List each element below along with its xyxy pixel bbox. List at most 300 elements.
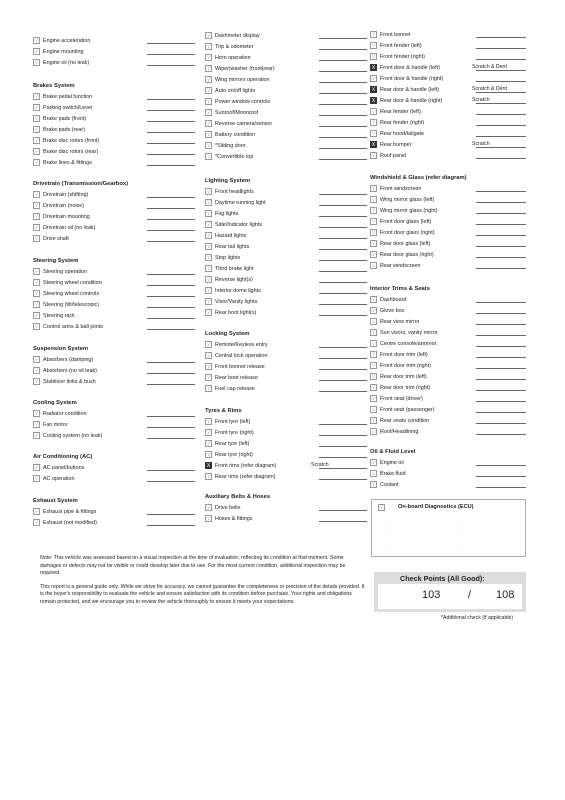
remark-line xyxy=(319,315,367,316)
check-item-front-fender-right xyxy=(370,51,526,62)
pass-checkbox[interactable]: √ xyxy=(370,53,377,60)
pass-checkbox[interactable]: √ xyxy=(205,199,212,206)
check-item-front-door-trim-left xyxy=(370,349,526,360)
pass-checkbox[interactable]: √ xyxy=(370,470,377,477)
pass-checkbox[interactable]: √ xyxy=(370,340,377,347)
pass-checkbox[interactable]: √ xyxy=(33,475,40,482)
pass-checkbox[interactable]: √ xyxy=(205,341,212,348)
check-item-steering-operation xyxy=(33,266,195,277)
check-item-side-indicator-lights xyxy=(205,219,367,230)
item-label: Wing mirror glass (left) xyxy=(380,196,435,203)
pass-checkbox[interactable]: √ xyxy=(33,279,40,286)
pass-checkbox[interactable]: √ xyxy=(33,93,40,100)
check-item-centre-console-armrest xyxy=(370,338,526,349)
pass-checkbox[interactable]: √ xyxy=(33,115,40,122)
pass-checkbox[interactable]: √ xyxy=(205,65,212,72)
remark-line xyxy=(319,369,367,370)
remark-line xyxy=(147,230,195,231)
check-item-dashmeter-display xyxy=(205,30,367,41)
remark-line xyxy=(319,249,367,250)
item-label: Rear door trim (right) xyxy=(380,384,431,391)
pass-checkbox[interactable]: √ xyxy=(205,54,212,61)
remark-note: Scratch & Dent xyxy=(472,86,507,92)
remark-line xyxy=(147,481,195,482)
pass-checkbox[interactable]: √ xyxy=(370,395,377,402)
item-label: Front door & handle (left) xyxy=(380,64,440,71)
section-title: Drivetrain (Transmission/Gearbox) xyxy=(33,181,129,187)
pass-checkbox[interactable]: √ xyxy=(205,440,212,447)
remark-line xyxy=(476,346,526,347)
item-label: Rear tyre (right) xyxy=(215,451,253,458)
check-item-auto-on-off-lights xyxy=(205,85,367,96)
pass-checkbox[interactable]: √ xyxy=(33,367,40,374)
pass-checkbox[interactable]: √ xyxy=(205,418,212,425)
item-label: Drivetrain oil (no leak) xyxy=(43,224,96,231)
remark-line xyxy=(476,465,526,466)
remark-line xyxy=(319,424,367,425)
pass-checkbox[interactable]: √ xyxy=(205,363,212,370)
pass-checkbox[interactable]: √ xyxy=(33,312,40,319)
pass-checkbox[interactable]: √ xyxy=(205,298,212,305)
item-label: Roof/Headlining xyxy=(380,428,419,435)
remark-line xyxy=(476,158,526,159)
item-label: *Sliding door xyxy=(215,142,246,149)
pass-checkbox[interactable]: √ xyxy=(33,224,40,231)
pass-checkbox[interactable]: √ xyxy=(370,296,377,303)
pass-checkbox[interactable]: √ xyxy=(370,240,377,247)
remark-line xyxy=(319,227,367,228)
check-item-remote-keyless-entry xyxy=(205,339,367,350)
check-item-stop-lights xyxy=(205,252,367,263)
pass-checkbox[interactable]: √ xyxy=(205,153,212,160)
pass-checkbox[interactable]: √ xyxy=(205,120,212,127)
check-item-rear-tail-lights xyxy=(205,241,367,252)
item-label: Drivetrain (noise) xyxy=(43,202,85,209)
check-item-drivetrain-mounting xyxy=(33,211,195,222)
check-item-brake-disc-rotors-rear xyxy=(33,146,195,157)
pass-checkbox[interactable]: √ xyxy=(33,356,40,363)
check-item-battery-condition xyxy=(205,129,367,140)
remark-line xyxy=(319,479,367,480)
pass-checkbox[interactable]: √ xyxy=(205,504,212,511)
remark-line xyxy=(476,313,526,314)
remark-line xyxy=(476,92,526,93)
remark-note: Scratch xyxy=(311,462,329,468)
check-item-front-door-glass-right xyxy=(370,227,526,238)
remark-line xyxy=(476,114,526,115)
remark-line xyxy=(319,238,367,239)
checkpoints-good: 103 xyxy=(422,589,441,601)
pass-checkbox[interactable]: √ xyxy=(205,98,212,105)
pass-checkbox[interactable]: √ xyxy=(33,137,40,144)
pass-checkbox[interactable]: √ xyxy=(33,421,40,428)
remark-line xyxy=(476,335,526,336)
check-item-convertible-top xyxy=(205,151,367,162)
item-label: Rear boot light(s) xyxy=(215,309,257,316)
item-label: Horn operation xyxy=(215,54,251,61)
pass-checkbox[interactable]: √ xyxy=(205,385,212,392)
pass-checkbox[interactable]: √ xyxy=(370,406,377,413)
check-item-drivetrain-shifting xyxy=(33,189,195,200)
item-label: Front fender (right) xyxy=(380,53,425,60)
pass-checkbox[interactable]: √ xyxy=(370,318,377,325)
remark-line xyxy=(147,329,195,330)
remark-line xyxy=(319,115,367,116)
dot-mark: . xyxy=(462,518,464,524)
item-label: Power window controls xyxy=(215,98,271,105)
pass-checkbox[interactable]: √ xyxy=(205,254,212,261)
remark-line xyxy=(476,423,526,424)
dot-mark: . xyxy=(386,542,388,548)
remark-line xyxy=(147,132,195,133)
pass-checkbox[interactable]: √ xyxy=(205,515,212,522)
pass-checkbox[interactable]: √ xyxy=(205,287,212,294)
check-item-hazard-lights xyxy=(205,230,367,241)
remark-line xyxy=(319,358,367,359)
section-air-conditioning-ac xyxy=(33,453,195,484)
remark-line xyxy=(319,380,367,381)
section-lighting-system xyxy=(205,177,367,318)
pass-checkbox[interactable]: √ xyxy=(33,37,40,44)
remark-line xyxy=(147,416,195,417)
fail-checkbox[interactable]: X xyxy=(371,65,376,71)
remark-line xyxy=(319,93,367,94)
pass-checkbox[interactable]: √ xyxy=(205,142,212,149)
item-label: Rear tail lights xyxy=(215,243,250,250)
remark-line xyxy=(147,121,195,122)
checkpoints-separator: / xyxy=(468,589,472,601)
check-item-engine-oil xyxy=(370,457,526,468)
remark-line xyxy=(319,468,367,469)
check-item-steering-rack xyxy=(33,310,195,321)
section-title: Interior Trims & Seats xyxy=(370,286,430,292)
item-label: Exhaust (not modified) xyxy=(43,519,97,526)
pass-checkbox[interactable]: √ xyxy=(370,108,377,115)
remark-line xyxy=(319,82,367,83)
pass-checkbox[interactable]: √ xyxy=(33,48,40,55)
item-label: Rear door trim (left) xyxy=(380,373,427,380)
pass-checkbox[interactable]: √ xyxy=(370,459,377,466)
remark-line xyxy=(476,224,526,225)
pass-checkbox[interactable]: √ xyxy=(33,126,40,133)
pass-checkbox[interactable]: √ xyxy=(33,464,40,471)
item-label: Front windscreen xyxy=(380,185,422,192)
check-item-exhaust-not-modified xyxy=(33,517,195,528)
remark-line xyxy=(319,126,367,127)
pass-checkbox[interactable]: √ xyxy=(33,268,40,275)
pass-checkbox[interactable]: √ xyxy=(33,148,40,155)
pass-checkbox[interactable]: √ xyxy=(370,130,377,137)
section-title: Locking System xyxy=(205,331,250,337)
ecu-checkbox[interactable]: √ xyxy=(378,504,385,511)
remark-note: Scratch & Dent xyxy=(472,64,507,70)
remark-line xyxy=(319,282,367,283)
check-item-wing-mirrors-operation xyxy=(205,74,367,85)
remark-note: Scratch xyxy=(472,97,490,103)
fail-checkbox[interactable]: X xyxy=(371,142,376,148)
item-label: Front tyre (right) xyxy=(215,429,254,436)
item-label: Front headlights xyxy=(215,188,254,195)
pass-checkbox[interactable]: √ xyxy=(370,119,377,126)
remark-line xyxy=(147,470,195,471)
section-windshield-glass-refer-diagram xyxy=(370,174,526,271)
item-label: Rear windscreen xyxy=(380,262,421,269)
check-item-absorbers-no-oil-leak xyxy=(33,365,195,376)
item-label: Rear tyre (left) xyxy=(215,440,250,447)
section-auxiliary-belts-hoses xyxy=(205,493,367,524)
item-label: Sunroof/Moonroof xyxy=(215,109,259,116)
remark-line xyxy=(147,165,195,166)
checkpoints-total: 108 xyxy=(496,589,515,601)
check-item-reverse-light-s xyxy=(205,274,367,285)
section-title: Air Conditioning (AC) xyxy=(33,454,93,460)
checkpoints-panel xyxy=(374,572,526,612)
check-item-power-window-controls xyxy=(205,96,367,107)
item-label: Reverse camera/sensor xyxy=(215,120,273,127)
remark-line xyxy=(319,205,367,206)
remark-line xyxy=(319,38,367,39)
remark-line xyxy=(476,324,526,325)
item-label: Side/Indicator lights xyxy=(215,221,263,228)
section-title: Tyres & Rims xyxy=(205,408,242,414)
pass-checkbox[interactable]: √ xyxy=(205,451,212,458)
pass-checkbox[interactable]: √ xyxy=(205,131,212,138)
pass-checkbox[interactable]: √ xyxy=(370,307,377,314)
dot-mark: . xyxy=(386,530,388,536)
remark-line xyxy=(476,368,526,369)
remark-line xyxy=(319,271,367,272)
pass-checkbox[interactable]: √ xyxy=(205,232,212,239)
pass-checkbox[interactable]: √ xyxy=(33,410,40,417)
pass-checkbox[interactable]: √ xyxy=(205,76,212,83)
check-item-rear-door-handle-right xyxy=(370,95,526,106)
pass-checkbox[interactable]: √ xyxy=(33,202,40,209)
pass-checkbox[interactable]: √ xyxy=(370,481,377,488)
section-cooling-system xyxy=(33,399,195,441)
pass-checkbox[interactable]: √ xyxy=(33,235,40,242)
check-item-wiper-washer-front-rear xyxy=(205,63,367,74)
pass-checkbox[interactable]: √ xyxy=(205,43,212,50)
remark-line xyxy=(476,59,526,60)
pass-checkbox[interactable]: √ xyxy=(370,207,377,214)
pass-checkbox[interactable]: √ xyxy=(370,251,377,258)
remark-line xyxy=(319,446,367,447)
remark-line xyxy=(476,487,526,488)
check-item-reverse-camera-sensor xyxy=(205,118,367,129)
item-label: Front door trim (right) xyxy=(380,362,431,369)
remark-line xyxy=(476,434,526,435)
pass-checkbox[interactable]: √ xyxy=(33,301,40,308)
pass-checkbox[interactable]: √ xyxy=(205,265,212,272)
pass-checkbox[interactable]: √ xyxy=(370,229,377,236)
check-item-front-seat-passenger xyxy=(370,404,526,415)
check-item-absorbers-damping xyxy=(33,354,195,365)
check-item-brake-pads-front xyxy=(33,113,195,124)
check-item-brake-disc-rotors-front xyxy=(33,135,195,146)
item-label: Dashboard xyxy=(380,296,407,303)
pass-checkbox[interactable]: √ xyxy=(33,191,40,198)
dot-mark: . xyxy=(462,530,464,536)
pass-checkbox[interactable]: √ xyxy=(370,152,377,159)
remark-line xyxy=(147,143,195,144)
check-item-front-door-handle-left xyxy=(370,62,526,73)
pass-checkbox[interactable]: √ xyxy=(205,429,212,436)
check-item-third-brake-light xyxy=(205,263,367,274)
check-item-rear-windscreen xyxy=(370,260,526,271)
check-item-brake-lines-fittings xyxy=(33,157,195,168)
pass-checkbox[interactable]: √ xyxy=(205,243,212,250)
pass-checkbox[interactable]: √ xyxy=(33,104,40,111)
section-tyres-rims xyxy=(205,407,367,482)
remark-line xyxy=(476,202,526,203)
check-item-front-fender-left xyxy=(370,40,526,51)
item-label: Drivetrain mounting xyxy=(43,213,90,220)
item-label: Front door & handle (right) xyxy=(380,75,444,82)
fail-checkbox[interactable]: X xyxy=(371,98,376,104)
pass-checkbox[interactable]: √ xyxy=(205,87,212,94)
pass-checkbox[interactable]: √ xyxy=(205,276,212,283)
remark-line xyxy=(319,148,367,149)
fail-checkbox[interactable]: X xyxy=(371,87,376,93)
remark-line xyxy=(147,514,195,515)
item-label: Third brake light xyxy=(215,265,254,272)
pass-checkbox[interactable]: √ xyxy=(370,351,377,358)
section-brakes-system xyxy=(33,82,195,168)
pass-checkbox[interactable]: √ xyxy=(370,384,377,391)
pass-checkbox[interactable]: √ xyxy=(33,519,40,526)
item-label: Fan motor xyxy=(43,421,68,428)
check-item-rear-tyre-right xyxy=(205,449,367,460)
section-title: Suspension System xyxy=(33,346,89,352)
check-item-rear-fender-left xyxy=(370,106,526,117)
disclaimer-notes xyxy=(40,555,365,612)
pass-checkbox[interactable]: √ xyxy=(205,473,212,480)
remark-line xyxy=(319,137,367,138)
ecu-title: On-board Diagnostics (ECU) xyxy=(398,504,474,510)
pass-checkbox[interactable]: √ xyxy=(370,185,377,192)
pass-checkbox[interactable]: √ xyxy=(205,352,212,359)
item-label: Interior dome lights xyxy=(215,287,261,294)
remark-line xyxy=(147,373,195,374)
item-label: Radiator condition xyxy=(43,410,87,417)
check-item-rear-rims-refer-diagram xyxy=(205,471,367,482)
check-item-daytime-running-light xyxy=(205,197,367,208)
section-exhaust-system xyxy=(33,497,195,528)
item-label: Rear door glass (right) xyxy=(380,251,434,258)
pass-checkbox[interactable]: √ xyxy=(33,159,40,166)
pass-checkbox[interactable]: √ xyxy=(33,323,40,330)
pass-checkbox[interactable]: √ xyxy=(205,188,212,195)
section-title: Brakes System xyxy=(33,83,75,89)
pass-checkbox[interactable]: √ xyxy=(370,428,377,435)
pass-checkbox[interactable]: √ xyxy=(33,59,40,66)
check-item-rear-fender-right xyxy=(370,117,526,128)
item-label: Front door glass (right) xyxy=(380,229,435,236)
check-item-engine-mounting xyxy=(33,46,195,57)
remark-line xyxy=(147,208,195,209)
check-item-rear-boot-light-s xyxy=(205,307,367,318)
item-label: Rear view mirror xyxy=(380,318,420,325)
check-item-drive-shaft xyxy=(33,233,195,244)
remark-line xyxy=(476,147,526,148)
check-item-rear-seats-condition xyxy=(370,415,526,426)
pass-checkbox[interactable]: √ xyxy=(370,42,377,49)
pass-checkbox[interactable]: √ xyxy=(370,196,377,203)
item-label: Front seat (driver) xyxy=(380,395,423,402)
pass-checkbox[interactable]: √ xyxy=(33,213,40,220)
check-item-front-windscreen xyxy=(370,183,526,194)
remark-line xyxy=(476,379,526,380)
remark-line xyxy=(147,318,195,319)
check-item-front-rims-refer-diagram xyxy=(205,460,367,471)
check-item-fan-motor xyxy=(33,419,195,430)
remark-line xyxy=(319,293,367,294)
pass-checkbox[interactable]: √ xyxy=(370,362,377,369)
remark-line xyxy=(147,219,195,220)
pass-checkbox[interactable]: √ xyxy=(370,75,377,82)
remark-line xyxy=(147,110,195,111)
pass-checkbox[interactable]: √ xyxy=(205,374,212,381)
item-label: Control arms & ball joints xyxy=(43,323,103,330)
check-item-front-headlights xyxy=(205,186,367,197)
remark-line xyxy=(319,159,367,160)
item-label: Brake pedal function xyxy=(43,93,93,100)
item-label: AC panel/buttons xyxy=(43,464,85,471)
pass-checkbox[interactable]: √ xyxy=(205,221,212,228)
remark-line xyxy=(476,390,526,391)
item-label: Front door glass (left) xyxy=(380,218,432,225)
check-item-coolant xyxy=(370,479,526,490)
pass-checkbox[interactable]: √ xyxy=(205,32,212,39)
item-label: Front fender (left) xyxy=(380,42,422,49)
pass-checkbox[interactable]: √ xyxy=(33,290,40,297)
check-item-visor-vanity-lights xyxy=(205,296,367,307)
check-item-control-arms-ball-joints xyxy=(33,321,195,332)
remark-line xyxy=(319,104,367,105)
pass-checkbox[interactable]: √ xyxy=(370,262,377,269)
check-item-front-door-trim-right xyxy=(370,360,526,371)
pass-checkbox[interactable]: √ xyxy=(33,378,40,385)
pass-checkbox[interactable]: √ xyxy=(33,508,40,515)
pass-checkbox[interactable]: √ xyxy=(370,218,377,225)
item-label: Brake disc rotors (rear) xyxy=(43,148,99,155)
pass-checkbox[interactable]: √ xyxy=(205,109,212,116)
check-item-roof-panel xyxy=(370,150,526,161)
pass-checkbox[interactable]: √ xyxy=(370,417,377,424)
check-item-sliding-door xyxy=(205,140,367,151)
remark-line xyxy=(476,103,526,104)
pass-checkbox[interactable]: √ xyxy=(370,329,377,336)
pass-checkbox[interactable]: √ xyxy=(33,432,40,439)
remark-line xyxy=(319,216,367,217)
check-item-parking-switch-lever xyxy=(33,102,195,113)
check-item-engine-oil-no-leak xyxy=(33,57,195,68)
check-item-ac-operation xyxy=(33,473,195,484)
remark-line xyxy=(476,302,526,303)
pass-checkbox[interactable]: √ xyxy=(370,31,377,38)
pass-checkbox[interactable]: √ xyxy=(370,373,377,380)
pass-checkbox[interactable]: √ xyxy=(205,309,212,316)
section-steering-system xyxy=(33,257,195,332)
pass-checkbox[interactable]: √ xyxy=(205,210,212,217)
remark-line xyxy=(476,81,526,82)
item-label: Hazard lights xyxy=(215,232,247,239)
check-item-glove-box xyxy=(370,305,526,316)
fail-checkbox[interactable]: X xyxy=(206,463,211,469)
item-label: Fog lights xyxy=(215,210,239,217)
remark-line xyxy=(319,49,367,50)
item-label: Brake pads (front) xyxy=(43,115,87,122)
